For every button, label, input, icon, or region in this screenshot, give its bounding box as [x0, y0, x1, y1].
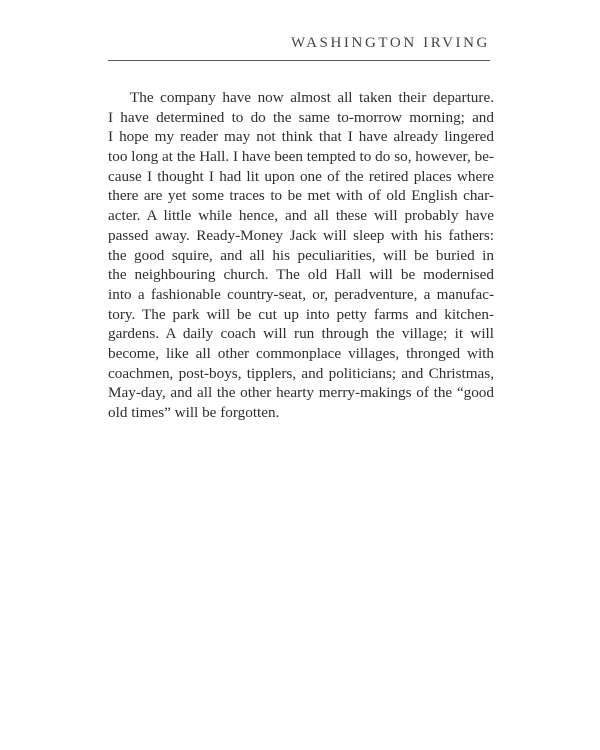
text-line: too long at the Hall. I have been tempted to do so, however, be-	[108, 148, 494, 166]
text-line: May-day, and all the other hearty merry-makings of the “good	[108, 384, 494, 402]
text-line: tory. The park will be cut up into petty farms and kitchen-	[108, 305, 494, 323]
text-line: acter. A little while hence, and all these will probably have	[108, 207, 494, 225]
text-line: I hope my reader may not think that I have already lingered	[108, 128, 494, 146]
header-rule	[108, 60, 490, 61]
text-line: coachmen, post-boys, tipplers, and politicians; and Christmas,	[108, 364, 494, 382]
text-line: the good squire, and all his peculiarities, will be buried in	[108, 246, 494, 264]
text-line: cause I thought I had lit upon one of the retired places where	[108, 167, 494, 185]
text-line: passed away. Ready-Money Jack will sleep with his fathers:	[108, 226, 494, 244]
text-line: into a fashionable country-seat, or, peradventure, a manufac-	[108, 285, 494, 303]
text-line: the neighbouring church. The old Hall will be modernised	[108, 266, 494, 284]
text-line: become, like all other commonplace villages, thronged with	[108, 344, 494, 362]
body-paragraph	[108, 88, 494, 423]
text-line: there are yet some traces to be met with of old English char-	[108, 187, 494, 205]
text-line: old times” will be forgotten.	[108, 404, 280, 421]
text-line: The company have now almost all taken their departure.	[130, 89, 494, 106]
text-line: I have determined to do the same to-morrow morning; and	[108, 108, 494, 126]
running-head: WASHINGTON IRVING	[291, 35, 490, 51]
text-line: gardens. A daily coach will run through the village; it will	[108, 325, 494, 343]
